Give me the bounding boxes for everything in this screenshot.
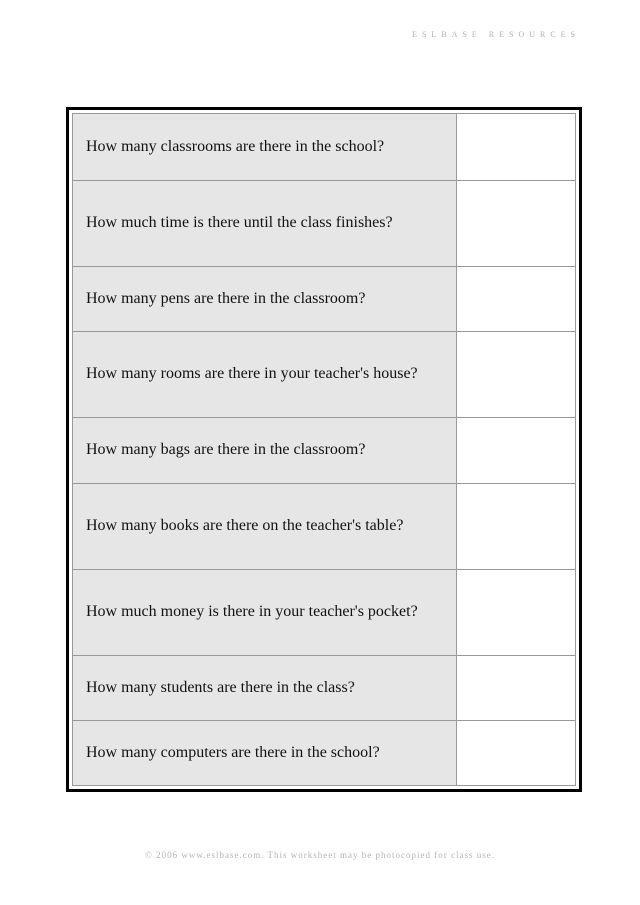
question-cell: How many classrooms are there in the school?	[73, 114, 457, 180]
worksheet-inner-border	[72, 113, 576, 786]
table-row	[73, 180, 575, 266]
footer-copyright: © 2006 www.eslbase.com. This worksheet may be photocopied for class use.	[144, 850, 496, 860]
answer-cell[interactable]	[457, 483, 576, 569]
answer-cell[interactable]	[457, 331, 576, 417]
question-cell: How many students are there in the class?	[73, 655, 457, 720]
answer-cell[interactable]	[457, 180, 576, 266]
question-cell: How many computers are there in the school?	[73, 720, 457, 785]
worksheet-frame	[66, 107, 582, 792]
table-row	[73, 266, 575, 331]
table-row	[73, 417, 575, 483]
answer-cell[interactable]	[457, 655, 576, 720]
answer-cell[interactable]	[457, 266, 576, 331]
table-row	[73, 114, 575, 180]
question-cell: How many rooms are there in your teacher's house?	[73, 331, 457, 417]
table-row	[73, 331, 575, 417]
table-row	[73, 720, 575, 785]
answer-cell[interactable]	[457, 114, 576, 180]
question-table	[73, 114, 575, 785]
table-row	[73, 483, 575, 569]
question-cell: How many pens are there in the classroom?	[73, 266, 457, 331]
question-cell: How much time is there until the class finishes?	[73, 180, 457, 266]
header-brand: ESLBASE RESOURCES	[412, 30, 580, 39]
question-cell: How many bags are there in the classroom?	[73, 417, 457, 483]
question-cell: How many books are there on the teacher's table?	[73, 483, 457, 569]
table-row	[73, 655, 575, 720]
answer-cell[interactable]	[457, 417, 576, 483]
table-row	[73, 569, 575, 655]
answer-cell[interactable]	[457, 569, 576, 655]
question-cell: How much money is there in your teacher's pocket?	[73, 569, 457, 655]
answer-cell[interactable]	[457, 720, 576, 785]
